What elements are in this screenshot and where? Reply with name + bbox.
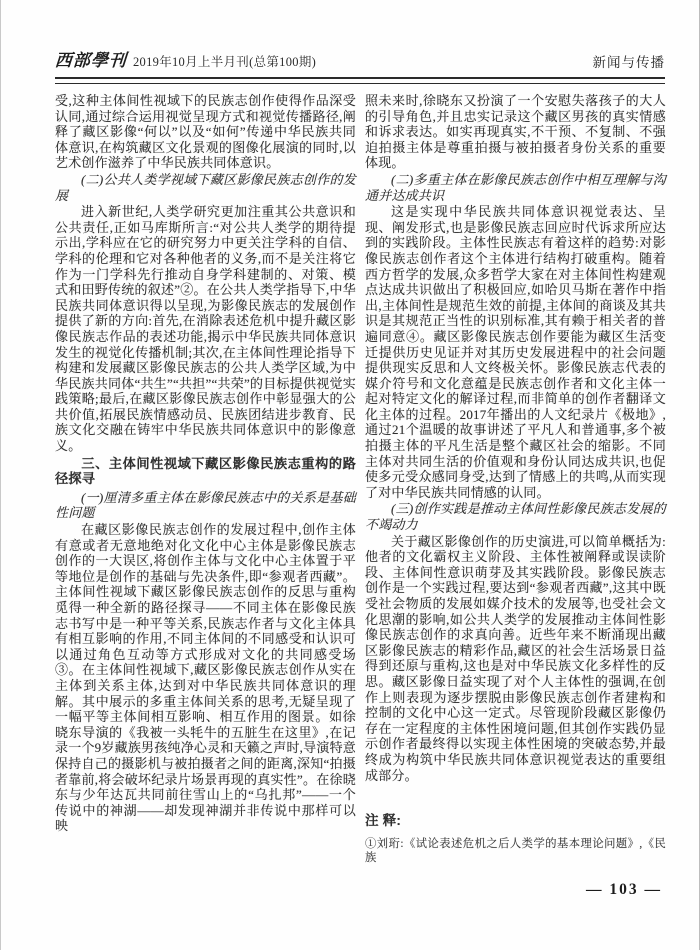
journal-logo: 西部學刊 (54, 51, 128, 71)
header-left (55, 46, 316, 71)
subsection-heading: (一)厘清多重主体在影像民族志中的关系是基础性问题 (55, 489, 356, 521)
body-paragraph: 这是实现中华民族共同体意识视觉表达、呈现、阐发形式,也是影像民族志回应时代诉求所应达到的实践阶段。主体性民族志有着这样的趋势:对影像民族志创作者这个主体进行结构打破重构。随着西方哲学的发展,众多哲学大家在对主体间性构建观点达成共识做出了积极回应,如哈贝马斯在著作中指出,主体间性是规范生效的前提,主体间的商谈及其共识是其规范正当性的识别标准,其有赖于相关者的普遍同意④。藏区影像民族志创作要能为藏区生活变迁提供历史见证并对其历史发展进程中的社会问题提供现实反思和人文终极关怀。影像民族志代表的媒介符号和文化意蕴是民族志创作者和文化主体一起对特定文化的解译过程,而非简单的创作者翻译文化主体的过程。2017年播出的人文纪录片《极地》,通过21个温暖的故事讲述了平凡人和普通事,多个被拍摄主体的平凡生活是整个藏区社会的缩影。不同主体对共同生活的价值观和身份认同达成共识,也促使多元受众感同身受,达到了情感上的共鸣,从而实现了对中华民族共同情感的认同。 (365, 204, 666, 500)
header-double-rule (55, 77, 665, 84)
subsection-heading: (二)多重主体在影像民族志创作中相互理解与沟通并达成共识 (365, 171, 666, 203)
notes-title: 注 释: (365, 813, 402, 829)
left-column (55, 93, 356, 899)
page-header (55, 46, 665, 77)
body-columns (55, 93, 665, 899)
body-paragraph: 在藏区影像民族志创作的发展过程中,创作主体有意或者无意地绝对化文化中心主体是影像民族志创作的一大误区,将创作主体与文化中心主体置于平等地位是创作的基础与先决条件,即“参观者西藏”。主体间性视域下藏区影像民族志创作的反思与重构觅得一种全新的路径探寻——不同主体在影像民族志书写中是一种平等关系,民族志作者与文化主体具有相互影响的作用,不同主体间的不同感受和认识可以通过角色互动等方式形成对文化的共同感受场③。在主体间性视域下,藏区影像民族志创作从实在主体到关系主体,达到对中华民族共同体意识的理解。其中展示的多重主体间关系的思考,无疑呈现了一幅平等主体间相互影响、相互作用的图景。如徐晓东导演的《我被一头牦牛的五脏生在这里》,在记录一个9岁藏族男孩纯净心灵和天籁之声时,导演特意保持自己的摄影机与被拍摄者之间的距离,深知“拍摄者靠前,将会破坏纪录片场景再现的真实性”。在徐晓东与少年达瓦共同前往雪山上的“乌扎邦”——一个传说中的神湖——却发现神湖并非传说中那样可以映 (55, 522, 356, 834)
body-paragraph: 受,这种主体间性视域下的民族志创作使得作品深受认同,通过综合运用视觉呈现方式和视觉传播路径,阐释了藏区影像“何以”以及“如何”传递中华民族共同体意识,在构筑藏区文化景观的图像化展演的同时,以艺术创作滋养了中华民族共同体意识。 (55, 93, 356, 171)
subsection-heading: (三)创作实践是推动主体间性影像民族志发展的不竭动力 (365, 501, 666, 533)
page-number: — 103 — (586, 880, 662, 898)
body-paragraph: 进入新世纪,人类学研究更加注重其公共意识和公共责任,正如马库斯所言:“对公共人类学的期待提示出,学科应在它的研究努力中更关注学科的自信、学科的伦理和它对各种他者的义务,而不是关注将它作为一门学科先行推动自身学科建制的、对策、模式和田野传统的叙述”②。在公共人类学指导下,中华民族共同体意识得以呈现,为影像民族志的发展创作提供了新的方向:首先,在消除表述危机中提升藏区影像民族志作品的表述功能,揭示中华民族共同体意识发生的视觉化传播机制;其次,在主体间性理论指导下构建和发展藏区影像民族志的公共人类学区域,为中华民族共同体“共生”“共担”“共荣”的目标提供视觉实践策略;最后,在藏区影像民族志创作中彰显强大的公共价值,拓展民族情感动员、民族团结进步教育、民族文化交融在铸牢中华民族共同体意识中的影像意义。 (55, 204, 356, 454)
section-label: 新闻与传播 (592, 55, 665, 70)
footnote-entry: ①刘珩:《试论表述危机之后人类学的基本理论问题》,《民族 (365, 837, 666, 864)
body-paragraph: 照未来时,徐晓东又扮演了一个安慰失落孩子的大人的引导角色,并且忠实记录这个藏区男孩的真实情感和诉求表达。如实再现真实,不干预、不复制、不强迫拍摄主体是尊重拍摄与被拍摄者身份关系的重要体现。 (365, 93, 666, 171)
body-paragraph: 关于藏区影像创作的历史演进,可以简单概括为:他者的文化霸权主义阶段、主体性被阐释或误读阶段、主体间性意识萌芽及其实践阶段。影像民族志创作是一个实践过程,要达到“参观者西藏”,这其中既受社会物质的发展如媒介技术的发展等,也受社会文化思潮的影响,如公共人类学的发展推动主体间性影像民族志创作的求真向善。近些年来不断涌现出藏区影像民族志的精彩作品,藏区的社会生活场景日益得到还原与重构,这也是对中华民族文化多样性的反思。藏区影像日益实现了对个人主体性的强调,在创作上则表现为逐步摆脱由影像民族志创作者建构和控制的文化中心这一定式。尽管现阶段藏区影像仍存在一定程度的主体性困境问题,但其创作实践仍显示创作者最终得以实现主体性困境的突破态势,并最终成为构筑中华民族共同体意识视觉表达的重要组成部分。 (365, 533, 666, 783)
issue-info: 2019年10月上半月刊(总第100期) (133, 55, 317, 69)
subsection-heading: (二)公共人类学视域下藏区影像民族志创作的发展 (55, 171, 356, 203)
right-column (365, 93, 666, 899)
section-heading: 三、主体间性视域下藏区影像民族志重构的路径探寻 (55, 455, 356, 487)
